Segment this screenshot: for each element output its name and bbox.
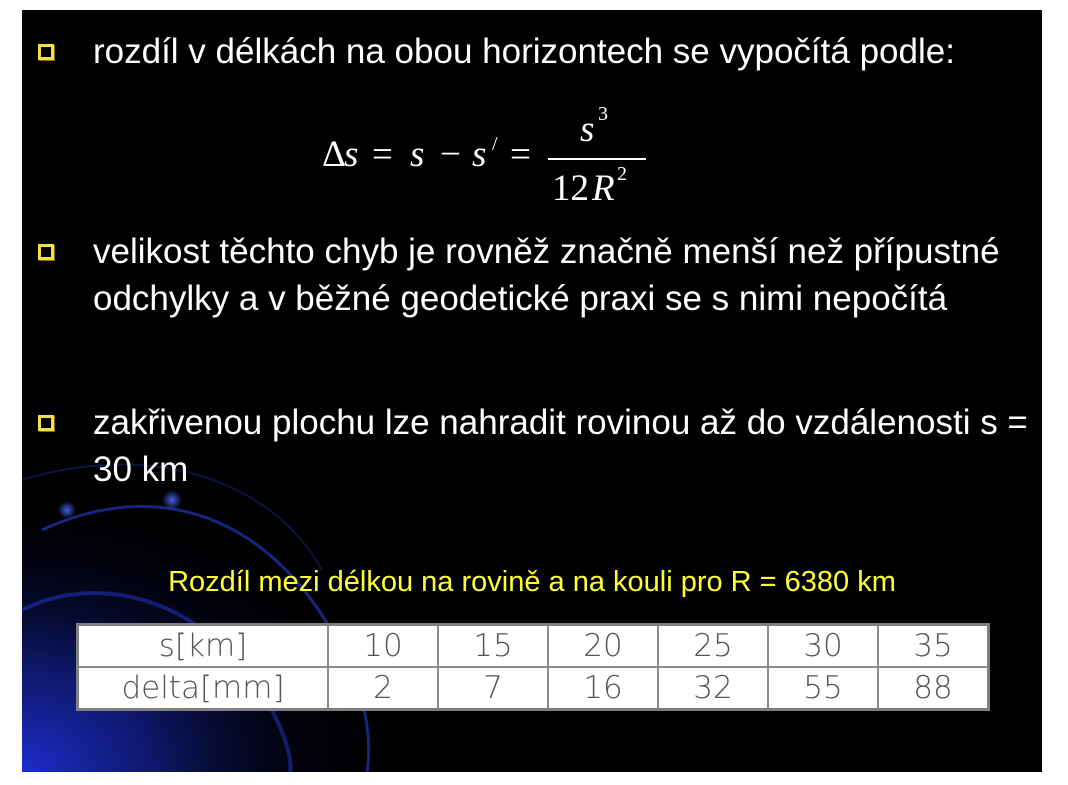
table-cell: 15 bbox=[438, 625, 548, 668]
table-caption: Rozdíl mezi délkou na rovině a na kouli pro R = 6380 km bbox=[168, 566, 896, 598]
formula-equals-1: = bbox=[372, 134, 393, 175]
bullet-text-1: rozdíl v délkách na obou horizontech se vypočítá podle: bbox=[93, 32, 955, 71]
table-cell: 2 bbox=[328, 667, 438, 710]
table-row bbox=[78, 625, 989, 668]
table-cell: 88 bbox=[878, 667, 989, 710]
formula-s-prime: s bbox=[472, 134, 487, 175]
formula-numerator: s bbox=[580, 109, 595, 150]
formula-numerator-exponent: 3 bbox=[598, 103, 608, 125]
slide bbox=[22, 10, 1042, 772]
table-cell: 16 bbox=[548, 667, 658, 710]
table-cell: 20 bbox=[548, 625, 658, 668]
formula-delta: Δ bbox=[322, 134, 346, 175]
table-cell: 32 bbox=[658, 667, 768, 710]
table-cell: 7 bbox=[438, 667, 548, 710]
formula-prime: / bbox=[492, 133, 498, 155]
table-cell: 55 bbox=[768, 667, 878, 710]
formula-denominator-coefficient: 12 bbox=[552, 168, 589, 208]
table-cell: 25 bbox=[658, 625, 768, 668]
formula-denominator-variable: R bbox=[592, 168, 615, 208]
formula-equals-2: = bbox=[510, 134, 531, 175]
table-cell: 35 bbox=[878, 625, 989, 668]
background-dot bbox=[58, 501, 76, 519]
table-cell: 30 bbox=[768, 625, 878, 668]
row-header-cell: s[km] bbox=[78, 625, 329, 668]
formula-lhs-s: s bbox=[344, 134, 359, 175]
data-table bbox=[76, 623, 990, 711]
formula-minus: − bbox=[440, 134, 461, 175]
row-header-cell: delta[mm] bbox=[78, 667, 329, 710]
formula-denominator-exponent: 2 bbox=[617, 163, 627, 185]
table-row bbox=[78, 667, 989, 710]
bullet-text-2: velikost těchto chyb je rovněž značně menší než přípustné odchylky a v běžné geodetické praxi se s nimi nepočítá bbox=[93, 232, 1000, 318]
checkbox-bullet-icon bbox=[38, 415, 54, 431]
bullet-text-3: zakřivenou plochu lze nahradit rovinou až do vzdálenosti s = 30 km bbox=[93, 403, 1028, 489]
checkbox-bullet-icon bbox=[38, 244, 54, 260]
table-cell: 10 bbox=[328, 625, 438, 668]
formula-s: s bbox=[410, 134, 425, 175]
checkbox-bullet-icon bbox=[38, 44, 54, 60]
formula bbox=[312, 98, 652, 208]
